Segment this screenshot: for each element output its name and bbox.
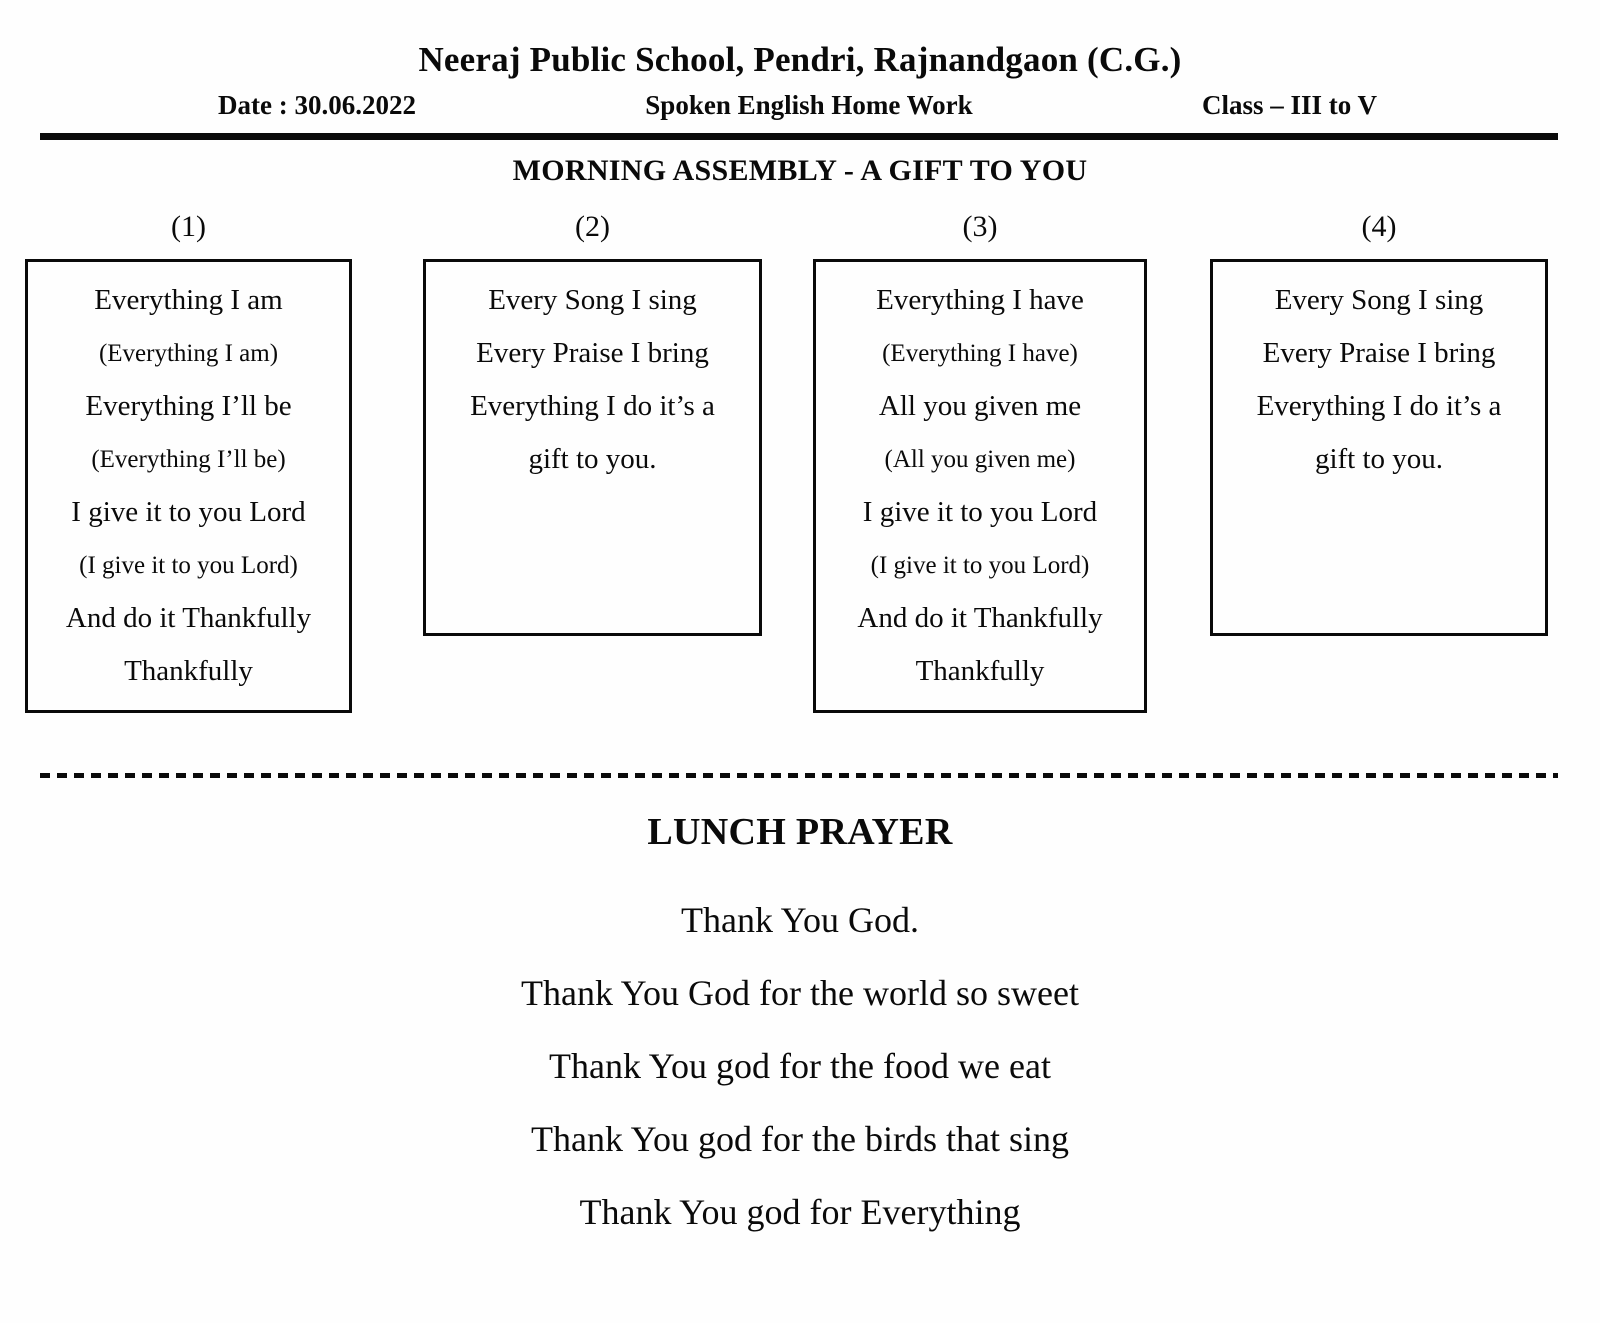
date-label: Date : 30.06.2022 — [218, 90, 416, 120]
verse-column-3 — [813, 210, 1147, 713]
verse-line: gift to you. — [1314, 443, 1444, 475]
school-name: Neeraj Public School, Pendri, Rajnandgaon (C.G.) — [418, 40, 1182, 79]
prayer-line: Thank You god for the birds that sing — [531, 1119, 1069, 1159]
verse-line: Everything I am — [94, 284, 283, 316]
prayer-line: Thank You god for the food we eat — [549, 1046, 1051, 1086]
verse-box-3 — [813, 259, 1147, 713]
verse-line: Every Song I sing — [488, 284, 697, 316]
header-rule — [40, 133, 1558, 140]
prayer-line: Thank You god for Everything — [579, 1192, 1021, 1232]
assembly-title: MORNING ASSEMBLY - A GIFT TO YOU — [512, 154, 1088, 187]
prayer-line: Thank You God. — [680, 900, 920, 940]
verse-line: Everything I do it’s a — [470, 390, 715, 422]
verse-line: Everything I’ll be — [85, 390, 292, 422]
verse-column-2 — [423, 210, 762, 636]
prayer-line: Thank You God for the world so sweet — [521, 973, 1079, 1013]
verse-box-2 — [423, 259, 762, 636]
dashed-divider — [40, 773, 1558, 778]
lunch-prayer-title: LUNCH PRAYER — [647, 811, 953, 853]
verse-number: (3) — [962, 210, 998, 243]
verse-line: gift to you. — [528, 443, 657, 475]
verse-line: All you given me — [878, 390, 1082, 422]
subject-label: Spoken English Home Work — [645, 90, 973, 120]
verse-line: (Everything I have) — [882, 340, 1078, 367]
verse-line: Everything I have — [876, 284, 1084, 316]
verse-box-4 — [1210, 259, 1548, 636]
verse-line: (I give it to you Lord) — [79, 552, 298, 579]
verse-line: Thankfully — [915, 655, 1045, 687]
verse-line: Every Song I sing — [1274, 284, 1484, 316]
verse-column-4 — [1210, 210, 1548, 636]
verse-number: (1) — [171, 210, 206, 243]
verse-number: (2) — [575, 210, 610, 243]
verse-number: (4) — [1361, 210, 1397, 243]
verse-line: I give it to you Lord — [71, 496, 306, 528]
meta-row — [0, 80, 1600, 121]
verse-column-1 — [25, 210, 352, 713]
verse-line: And do it Thankfully — [65, 602, 312, 634]
class-label: Class – III to V — [1201, 90, 1377, 120]
verse-line: Every Praise I bring — [476, 337, 709, 369]
verse-line: Thankfully — [124, 655, 253, 687]
verse-line: I give it to you Lord — [862, 496, 1098, 528]
verse-line: (All you given me) — [884, 446, 1076, 473]
verse-line: Every Praise I bring — [1262, 337, 1496, 369]
verse-line: Everything I do it’s a — [1256, 390, 1502, 422]
verse-line: (Everything I’ll be) — [91, 446, 286, 473]
verses-row — [0, 210, 1600, 713]
verse-line: (Everything I am) — [98, 340, 279, 367]
verse-line: (I give it to you Lord) — [870, 552, 1090, 579]
verse-box-1 — [25, 259, 352, 713]
verse-line: And do it Thankfully — [857, 602, 1103, 634]
lunch-prayer-lines — [0, 884, 1600, 1249]
